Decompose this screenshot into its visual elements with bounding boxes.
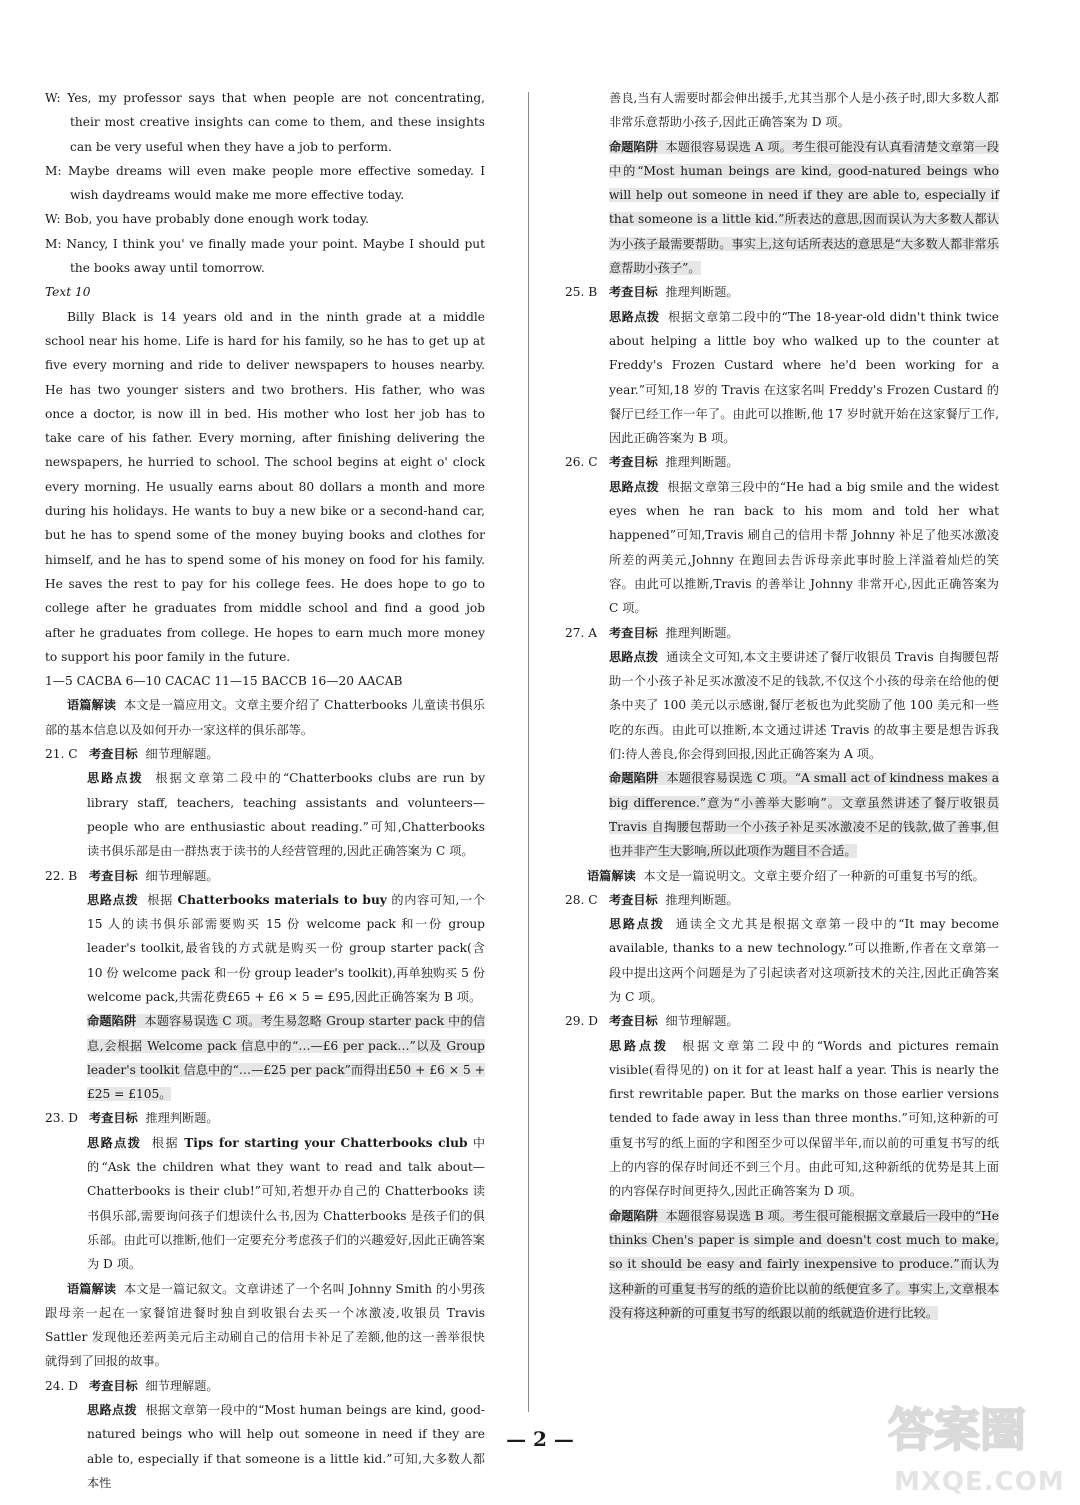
- question-27: 27. A 考查目标 推理判断题。 思路点拨 通读全文可知,本文主要讲述了餐厅收银员 Travis 自掏腰包帮助一个小孩子补足买冰激凌不足的钱款,不仅这个小孩的母亲在给他的便条中夹了 100 美元以示感谢,餐厅老板也为此奖励了他 100 美元和一些吃的东西。由此可以推断,本文通过讲述 Travis 的故事主要是想告诉我们:待人善良,你会得到回报,因此正确答案为 A 项。 命题陷阱 本题很容易误选 C 项。“A small act of kindness makes a big difference.”意为“小善举大影响”。文章虽然讲述了餐厅收银员 Travis 自掏腰包帮助一个小孩子补足买冰激凌不足的钱款,做了善事,但也并非产生大影响,所以此项作为题目不合适。: [565, 621, 999, 864]
- watermark-url: MXQE.COM: [894, 1467, 1065, 1497]
- passage-summary: 语篇解读 本文是一篇说明文。文章主要介绍了一种新的可重复书写的纸。: [587, 868, 985, 883]
- question-23: 23. D 考查目标 推理判断题。 思路点拨 根据 Tips for starting your Chatterbooks club 中的“Ask the children what they want to read and talk about—Chatterbooks is their club!”可知,若想开办自己的 Chatterbooks 读书俱乐部,需要询问孩子们想读什么书,因为 Chatterbooks 是孩子们的俱乐部。由此可以推断,他们一定要充分考虑孩子们的兴趣爱好,因此正确答案为 D 项。: [45, 1111, 486, 1272]
- dialogue-line: M: Maybe dreams will even make people more effective someday. I wish daydreams would make me more effective today.: [45, 163, 486, 203]
- watermark-logo: [880, 1392, 1070, 1500]
- trap-note: 命题陷阱 本题容易误选 C 项。考生易忽略 Group starter pack 中的信息,会根据 Welcome pack 信息中的“…—£6 per pack…”以及 Group leader's toolkit 信息中的“…—£25 per pack”而得出£50 + £6 × 5 + £25 = £105。: [87, 1014, 486, 1102]
- column-divider: [528, 92, 529, 1412]
- passage-summary: 语篇解读 本文是一篇应用文。文章主要介绍了 Chatterbooks 儿童读书俱乐部的基本信息以及如何开办一家这样的俱乐部等。: [45, 698, 486, 737]
- question-24: 24. D 考查目标 细节理解题。 思路点拨 根据文章第一段中的“Most human beings are kind, good-natured beings who will help out someone in need if they are able to, especially if that someone is a little kid.”可知,大多数人都本性: [45, 1378, 485, 1490]
- question-21: 21. C 考查目标 细节理解题。 思路点拨 根据文章第二段中的“Chatterbooks clubs are run by library staff, teachers, teaching assistants and volunteers—people who are enthusiastic about reading.”可知,Chatterbooks 读书俱乐部是由一群热衷于读书的人经营管理的,因此正确答案为 C 项。: [45, 747, 485, 859]
- dialogue-line: W: Bob, you have probably done enough work today.: [45, 212, 369, 227]
- dialogue-line: M: Nancy, I think you' ve finally made your point. Maybe I should put the books away until tomorrow.: [45, 236, 485, 276]
- trap-note: 命题陷阱 本题很容易误选 A 项。考生很可能没有认真看清楚文章第一段中的“Most human beings are kind, good-natured beings who will help out someone in need if they are able to, especially if that someone is a little kid.”所表达的意思,因而误认为大多数人都认为小孩子最需要帮助。事实上,这句话所表达的意思是“大多数人都非常乐意帮助小孩子”。: [609, 139, 1000, 276]
- question-26: 26. C 考查目标 推理判断题。 思路点拨 根据文章第三段中的“He had a big smile and the widest eyes when he ran back to his mom and told her what happened”可知,Travis 刷自己的信用卡帮 Johnny 补足了他买冰激凌所差的两美元,Johnny 在跑回去告诉母亲此事时脸上洋溢着灿烂的笑容。由此可以推断,Travis 的善举让 Johnny 非常开心,因此正确答案为 C 项。: [565, 455, 1000, 616]
- question-25: 25. B 考查目标 推理判断题。 思路点拨 根据文章第二段中的“The 18-year-old didn't think twice about helping a little boy who walked up to the counter at Freddy's Frozen Custard where he'd been working for a year.”可知,18 岁的 Travis 在这家名叫 Freddy's Frozen Custard 的餐厅已经工作一年了。由此可以推断,他 17 岁时就开始在这家餐厅工作,因此正确答案为 B 项。: [565, 285, 1000, 446]
- watermark-logo-text: 答案圈: [888, 1403, 1026, 1457]
- q24-continuation: 善良,当有人需要时都会伸出援手,尤其当那个人是小孩子时,即大多数人都非常乐意帮助小孩子,因此正确答案为 D 项。: [609, 91, 999, 130]
- left-column: [45, 86, 485, 1495]
- text10-title: Text 10: [45, 285, 91, 300]
- trap-note: 命题陷阱 本题很容易误选 C 项。“A small act of kindness makes a big difference.”意为“小善举大影响”。文章虽然讲述了餐厅收银员 Travis 自掏腰包帮助一个小孩子补足买冰激凌不足的钱款,做了善事,但也并非产生大影响,所以此项作为题目不合适。: [609, 771, 1000, 859]
- passage-summary: 语篇解读 本文是一篇记叙文。文章讲述了一个名叫 Johnny Smith 的小男孩跟母亲一起在一家餐馆进餐时独自到收银台去买一个冰激凌,收银员 Travis Sattler 发现他还差两美元后主动刷自己的信用卡补足了差额,他的这一善举很快就得到了回报的故事。: [45, 1281, 485, 1369]
- dialogue-line: W: Yes, my professor says that when people are not concentrating, their most creative insights can come to them, and these insights can be very useful when they have a job to perform.: [45, 91, 485, 154]
- right-column: [565, 86, 1000, 1325]
- question-22: 22. B 考查目标 细节理解题。 思路点拨 根据 Chatterbooks materials to buy 的内容可知,一个 15 人的读书俱乐部需要购买 15 份 welcome pack 和一份 group leader's toolkit,最省钱的方式就是购买一份 group starter pack(含 10 份 welcome pack 和一份 group leader's toolkit),再单独购买 5 份 welcome pack,共需花费£65 + £6 × 5 = £95,因此正确答案为 B 项。 命题陷阱 本题容易误选 C 项。考生易忽略 Group starter pack 中的信息,会根据 Welcome pack 信息中的“…—£6 per pack…”以及 Group leader's toolkit 信息中的“…—£25 per pack”而得出£50 + £6 × 5 + £25 = £105。: [45, 864, 485, 1107]
- question-29: 29. D 考查目标 细节理解题。 思路点拨 根据文章第二段中的“Words and pictures remain visible(看得见的) on it for at least half a year. This is nearly the first rewritable paper. But the marks on those earlier versions tended to fade away in less than three months.”可知,这种新的可重复书写的纸上面的字和图至少可以保留半年,而以前的可重复书写的纸上的内容的保存时间还不到三个月。由此可知,这种新纸的优势是其上面的内容保存时间更持久,因此正确答案为 D 项。 命题陷阱 本题很容易误选 B 项。考生很可能根据文章最后一段中的“He thinks Chen's paper is simple and doesn't cost much to make, so it should be easy and fairly inexpensive to produce.”而认为这种新的可重复书写的纸的造价比以前的纸便宜多了。事实上,文章根本没有将这种新的可重复书写的纸跟以前的纸就造价进行比较。: [565, 1009, 999, 1325]
- page-number: — 2 —: [506, 1427, 574, 1451]
- trap-note: 命题陷阱 本题很容易误选 B 项。考生很可能根据文章最后一段中的“He thinks Chen's paper is simple and doesn't cost much to make, so it should be easy and fairly inexpensive to produce.”而认为这种新的可重复书写的纸的造价比以前的纸便宜多了。事实上,文章根本没有将这种新的可重复书写的纸跟以前的纸就造价进行比较。: [609, 1208, 999, 1320]
- answer-line: 1—5 CACBA 6—10 CACAC 11—15 BACCB 16—20 AACAB: [45, 674, 403, 689]
- question-28: 28. C 考查目标 推理判断题。 思路点拨 通读全文尤其是根据文章第一段中的“It may become available, thanks to a new technology.”可以推断,作者在文章第一段中提出这两个问题是为了引起读者对这项新技术的关注,因此正确答案为 C 项。: [565, 892, 999, 1004]
- text10-body: Billy Black is 14 years old and in the ninth grade at a middle school near his home. Life is hard for his family, so he has to get up at five every morning and ride to deliver newspapers to houses nearby. He has two younger sisters and two brothers. His father, who was once a doctor, is now ill in bed. His mother who lost her job has to take care of his father. Every morning, after finishing delivering the newspapers, he hurried to school. The school begins at eight o' clock every morning. He usually earns about 80 dollars a month and more during his holidays. He wants to buy a new bike or a second-hand car, but he has to spend some of the money buying books and clothes for himself, and he has to spend some of his money on food for his family. He saves the rest to pay for his college fees. He does hope to go to college after he graduates from middle school and find a good job after he graduates from college. He hopes to earn much more money to support his poor family in the future.: [45, 309, 485, 664]
